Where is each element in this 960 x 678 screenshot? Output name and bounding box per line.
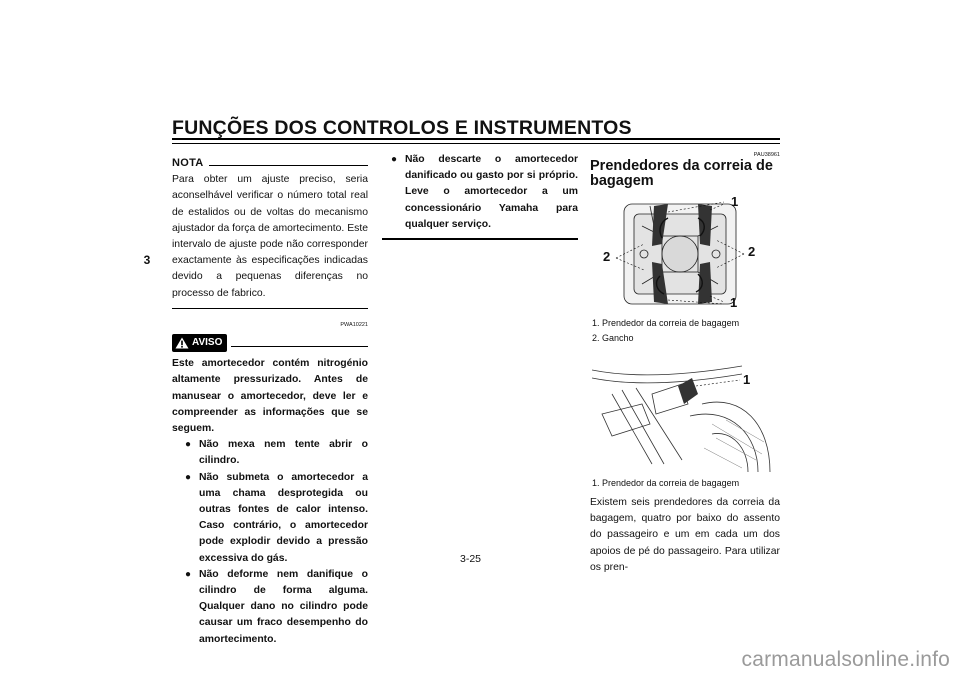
warning-bullet-text: Não descarte o amortecedor danificado ou gasto por si próprio. Leve o amortecedor a um concessionário Yamaha para qualquer serviço. bbox=[405, 154, 578, 230]
warning-bullet-text: Não deforme nem danifique o cilindro de forma alguma. Qualquer dano no cilindro pode causar um fraco desempenho do amortecimento. bbox=[199, 568, 368, 645]
warning-rule bbox=[231, 346, 368, 347]
warning-bullet bbox=[390, 152, 578, 233]
warning-bullet bbox=[184, 470, 368, 567]
legend-item: 2. Gancho bbox=[592, 333, 634, 343]
warning-intro: Este amortecedor contém nitrogénio altamente pressurizado. Antes de manusear o amortecedor, deve ler e compreender as informações que se seguem. bbox=[172, 358, 368, 435]
warning-bullet-text: Não submeta o amortecedor a uma chama desprotegida ou outras fontes de calor intenso. Caso contrário, o amortecedor pode explodir devido a pressão excessiva do gás. bbox=[199, 471, 368, 564]
warning-bullet-text: Não mexa nem tente abrir o cilindro. bbox=[199, 439, 368, 467]
callout-1-bottom: 1 bbox=[730, 295, 738, 310]
warning-bullet bbox=[184, 567, 368, 648]
page-title: FUNÇÕES DOS CONTROLOS E INSTRUMENTOS bbox=[172, 117, 632, 139]
column-middle bbox=[382, 152, 578, 240]
warning-badge bbox=[172, 334, 227, 352]
page-number: 3-25 bbox=[460, 553, 482, 565]
section-body: Existem seis prendedores da correia da bagagem, quatro por baixo do assento do passageiro e um em cada um dos apoios de pé do passageiro. Para utilizar os pren- bbox=[590, 497, 780, 573]
figure-strap-holder-side bbox=[592, 364, 772, 472]
warning-heading bbox=[172, 334, 368, 352]
bullet-dot-icon: ● bbox=[185, 439, 192, 451]
callout-2-left: 2 bbox=[603, 249, 611, 264]
warning-code: PWA10221 bbox=[340, 321, 368, 328]
figure2-legend bbox=[592, 476, 782, 491]
column-left bbox=[172, 155, 368, 648]
legend-item: 1. Prendedor da correia de bagagem bbox=[592, 318, 740, 328]
bullet-dot-icon: ● bbox=[391, 154, 398, 165]
warning-bullet bbox=[184, 437, 368, 469]
warning-end-rule bbox=[382, 238, 578, 240]
bullet-dot-icon: ● bbox=[185, 568, 192, 580]
header-rule-thin bbox=[172, 143, 780, 144]
callout-1: 1 bbox=[743, 372, 751, 387]
nota-text: Para obter um ajuste preciso, seria aconselhável verificar o número total real de estalidos ou de voltas do mecanismo ajustador da força de amortecimento. Este intervalo de ajuste pode não corresponder exactamente às especificações indicadas devido a pequenas diferenças no processo de fabrico. bbox=[172, 174, 368, 299]
warning-triangle-icon bbox=[175, 337, 189, 349]
nota-label: NOTA bbox=[172, 157, 204, 169]
legend-item: 1. Prendedor da correia de bagagem bbox=[592, 478, 740, 488]
figure1-legend bbox=[592, 316, 782, 346]
callout-2-right: 2 bbox=[748, 244, 756, 259]
nota-end-rule bbox=[172, 308, 368, 309]
callout-1-top: 1 bbox=[731, 194, 739, 209]
section-code: PAU38961 bbox=[753, 152, 780, 158]
warning-label: AVISO bbox=[192, 337, 223, 349]
bullet-dot-icon: ● bbox=[185, 471, 192, 483]
figure-strap-holders-top bbox=[592, 196, 772, 311]
nota-rule bbox=[209, 165, 368, 166]
nota-heading bbox=[172, 155, 368, 171]
chapter-tab: 3 bbox=[143, 253, 151, 267]
section-title: Prendedores da correia de bagagem bbox=[590, 158, 773, 189]
watermark: carmanualsonline.info bbox=[741, 648, 950, 671]
strap-holders-top-illustration bbox=[592, 196, 772, 311]
header-rule bbox=[172, 138, 780, 140]
